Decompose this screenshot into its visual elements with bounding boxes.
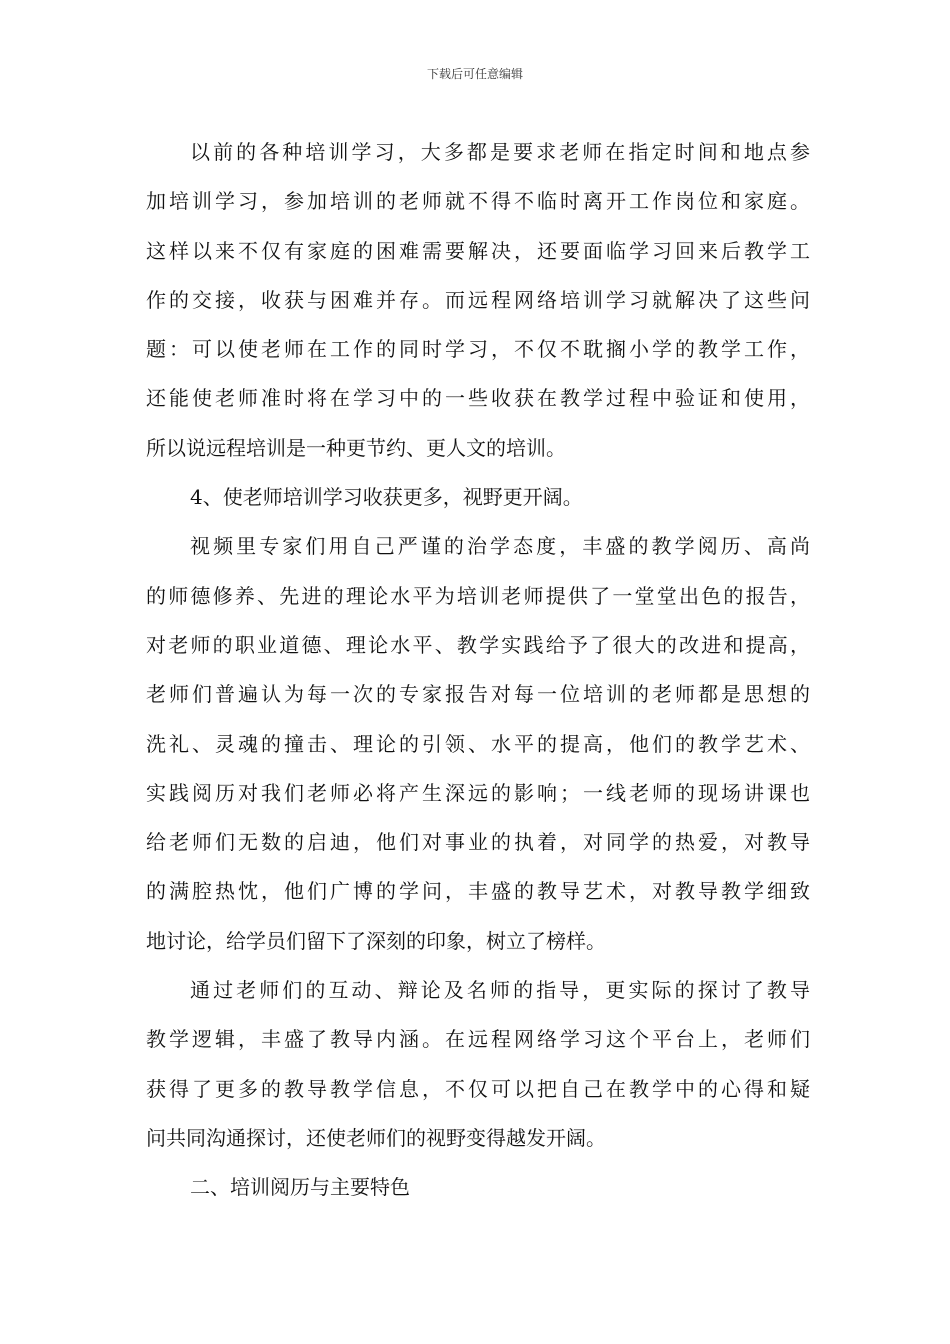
document-body	[146, 128, 810, 1213]
text-line: 教学逻辑，丰盛了教导内涵。在远程网络学习这个平台上，老师们	[146, 1027, 810, 1052]
text-line: 题：可以使老师在工作的同时学习，不仅不耽搁小学的教学工作，	[146, 337, 810, 362]
text-line: 洗礼、灵魂的撞击、理论的引领、水平的提高，他们的教学艺术、	[146, 731, 810, 756]
page-header: 下载后可任意编辑	[426, 67, 523, 81]
text-line: 作的交接，收获与困难并存。而远程网络培训学习就解决了这些问	[146, 287, 810, 312]
text-line: 获得了更多的教导教学信息，不仅可以把自己在教学中的心得和疑	[146, 1076, 810, 1101]
text-line: 加培训学习，参加培训的老师就不得不临时离开工作岗位和家庭。	[146, 189, 810, 214]
text-line: 实践阅历对我们老师必将产生深远的影响；一线老师的现场讲课也	[146, 780, 810, 805]
text-line: 给老师们无数的启迪，他们对事业的执着，对同学的热爱，对教导	[146, 830, 810, 855]
text-line: 还能使老师准时将在学习中的一些收获在教学过程中验证和使用，	[146, 386, 810, 411]
text-line: 老师们普遍认为每一次的专家报告对每一位培训的老师都是思想的	[146, 682, 810, 707]
text-line: 地讨论，给学员们留下了深刻的印象，树立了榜样。	[146, 928, 606, 953]
text-line: 以前的各种培训学习，大多都是要求老师在指定时间和地点参	[190, 140, 810, 164]
section-heading: 4、使老师培训学习收获更多，视野更开阔。	[190, 485, 583, 510]
text-line: 的师德修养、先进的理论水平为培训老师提供了一堂堂出色的报告，	[146, 583, 810, 608]
text-line: 通过老师们的互动、辩论及名师的指导，更实际的探讨了教导	[190, 978, 810, 1003]
text-line: 所以说远程培训是一种更节约、更人文的培训。	[146, 435, 566, 460]
section-heading: 二、培训阅历与主要特色	[190, 1175, 410, 1200]
text-line: 视频里专家们用自己严谨的治学态度，丰盛的教学阅历、高尚	[190, 534, 810, 559]
text-line: 问共同沟通探讨，还使老师们的视野变得越发开阔。	[146, 1125, 606, 1150]
text-line: 这样以来不仅有家庭的困难需要解决，还要面临学习回来后教学工	[146, 238, 810, 263]
text-line: 的满腔热忱，他们广博的学问，丰盛的教导艺术，对教导教学细致	[146, 879, 810, 904]
text-line: 对老师的职业道德、理论水平、教学实践给予了很大的改进和提高，	[146, 632, 810, 657]
